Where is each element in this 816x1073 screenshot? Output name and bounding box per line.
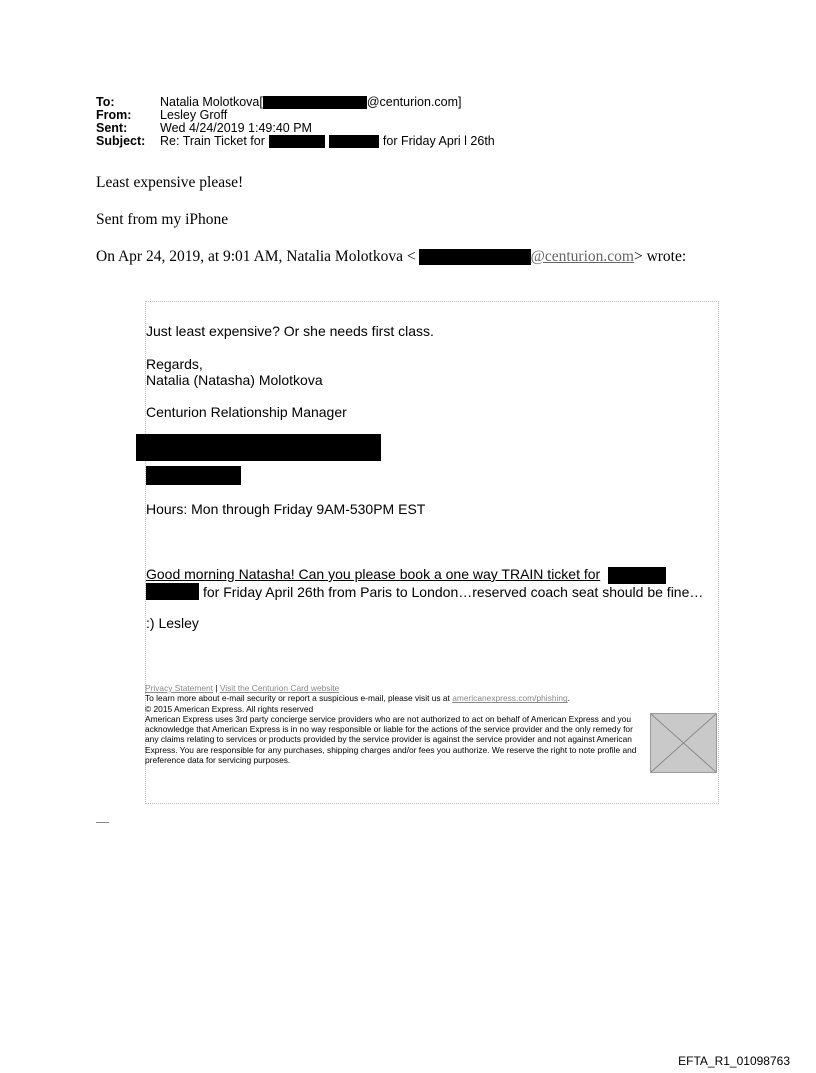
privacy-statement-link[interactable]: Privacy Statement xyxy=(145,683,213,693)
amex-footer xyxy=(145,683,647,765)
footer-links xyxy=(145,683,647,693)
security-text: To learn more about e-mail security or report a suspicious e-mail, please visit us at xyxy=(145,693,450,704)
reply-text: Least expensive please! xyxy=(96,174,244,191)
reply-signature: Sent from my iPhone xyxy=(96,211,229,228)
redaction-box xyxy=(608,567,666,584)
sent-value: Wed 4/24/2019 1:49:40 PM xyxy=(160,121,312,135)
attribution-line xyxy=(96,248,686,266)
security-line: To learn more about e-mail security or report a suspicious e-mail, please visit us at americanexpress.com/phishing. xyxy=(145,693,570,704)
quoted-hours: Hours: Mon through Friday 9AM-530PM EST xyxy=(146,501,426,517)
redaction-box xyxy=(269,135,325,148)
quoted-title: Centurion Relationship Manager xyxy=(146,404,347,420)
to-row xyxy=(96,96,495,109)
broken-image-icon xyxy=(650,713,717,773)
subject-label: Subject: xyxy=(96,134,146,148)
copyright-text: © 2015 American Express. All rights reserved xyxy=(145,703,314,714)
subject-suffix: for Friday Apri l 26th xyxy=(382,134,495,148)
redaction-box xyxy=(329,135,379,148)
page-mark xyxy=(96,822,109,823)
redaction-box xyxy=(146,583,199,600)
document-id: EFTA_R1_01098763 xyxy=(678,1054,790,1068)
quoted-request-line1 xyxy=(146,566,666,584)
subject-row xyxy=(96,135,495,148)
attribution-email-link[interactable]: @centurion.com xyxy=(530,248,634,265)
attribution-suffix: > wrote: xyxy=(633,248,687,265)
request-text-2: for Friday April 26th from Paris to London…reserved coach seat should be fine… xyxy=(203,583,704,600)
email-header xyxy=(96,96,495,148)
quoted-request-line2 xyxy=(146,583,703,600)
quoted-name: Natalia (Natasha) Molotkova xyxy=(146,372,323,388)
from-label: From: xyxy=(96,108,132,122)
redaction-box xyxy=(419,249,531,265)
disclaimer-text: American Express uses 3rd party concierge service providers who are not authorized to act on behalf of American Express and you acknowledge that American Express is in no way responsible or liable for the actions of the service provider and the only remedy for any claims relating to services or products provided by the service provider is against the service provider and not against American Express. You are responsible for any purchases, shipping charges and/or fees you authorize. We reserve the right to note profile and preference data for servicing purposes. xyxy=(145,713,637,766)
sent-label: Sent: xyxy=(96,121,128,135)
from-value: Lesley Groff xyxy=(160,108,228,122)
redaction-box xyxy=(136,434,381,461)
attribution-prefix: On Apr 24, 2019, at 9:01 AM, Natalia Molotkova < xyxy=(96,248,416,265)
footer-separator: | xyxy=(215,683,218,693)
to-label: To: xyxy=(96,95,115,109)
quoted-regards: Regards, xyxy=(146,356,203,372)
centurion-card-link[interactable]: Visit the Centurion Card website xyxy=(219,683,340,693)
redaction-box xyxy=(263,96,367,109)
to-value: Natalia Molotkova[ xyxy=(160,95,263,109)
to-domain: @centurion.com] xyxy=(366,95,462,109)
phishing-link[interactable]: americanexpress.com/phishing xyxy=(452,693,568,704)
request-text-1: Good morning Natasha! Can you please book a one way TRAIN ticket for xyxy=(146,566,601,582)
redaction-box xyxy=(146,466,241,485)
subject-prefix: Re: Train Ticket for xyxy=(160,134,265,148)
quoted-signoff: :) Lesley xyxy=(146,615,199,631)
quoted-question: Just least expensive? Or she needs first class. xyxy=(146,323,434,339)
